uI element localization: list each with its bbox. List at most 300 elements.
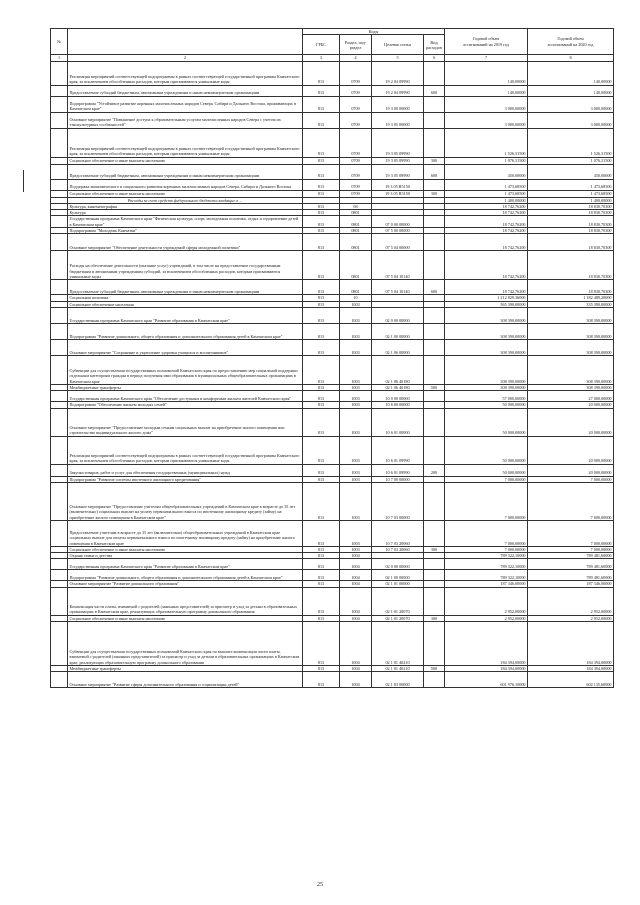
table-row	[51, 112, 614, 128]
cell-name: Социальное обеспечение и иные выплаты населению	[68, 546, 303, 552]
cell-vid	[424, 587, 445, 615]
column-index: 1	[51, 55, 68, 61]
cell-num	[51, 408, 68, 436]
cell-name: Поддержка экономического и социального развития коренных малочисленных народов Севера, Сибири и Дальнего Востока	[68, 179, 303, 190]
table-row	[51, 408, 614, 436]
cell-grbs: 813	[303, 587, 340, 615]
cell-a19: 308 390,00000	[445, 323, 528, 339]
table-row	[51, 464, 614, 476]
cell-num	[51, 436, 68, 464]
cell-razd: 0801	[340, 234, 372, 251]
cell-razd: 1004	[340, 622, 372, 666]
cell-name: Реализация мероприятий соответствующей подпрограммы в рамках соответствующей государственной программы Камчатского края, за исключением обособленных расходов, которым присваиваются уникальные коды	[68, 436, 303, 464]
cell-num	[51, 323, 68, 339]
cell-num	[51, 179, 68, 190]
cell-vid: 500	[424, 384, 445, 390]
cell-razd: 0709	[340, 128, 372, 157]
cell-a19: 789 322,10000	[445, 553, 528, 559]
cell-grbs: 813	[303, 210, 340, 216]
cell-razd: 0709	[340, 96, 372, 112]
cell-a20: 20 000,00000	[528, 402, 614, 408]
cell-vid	[424, 672, 445, 688]
margin-mark	[23, 170, 24, 192]
cell-grbs: 813	[303, 464, 340, 476]
table-row	[51, 307, 614, 323]
cell-name: Компенсация части платы, взимаемой с родителей (законных представителей) за присмотр и уход за детьми в образовательных организациях в Камчатском крае, реализующих образовательную программу дошкольного образования	[68, 587, 303, 615]
cell-razd: 1003	[340, 546, 372, 552]
cell-a20: 308 390,00000	[528, 339, 614, 355]
cell-name: Межбюджетные трансферты	[68, 666, 303, 672]
cell-a20: 18 830,70300	[528, 234, 614, 251]
cell-a20: 184 394,00000	[528, 666, 614, 672]
cell-name: Культура	[68, 210, 303, 216]
cell-name: Государственная программа Камчатского края "Развитие образования в Камчатском крае"	[68, 307, 303, 323]
cell-grbs: 813	[303, 553, 340, 559]
cell-a19: 789 322,10000	[445, 570, 528, 581]
cell-razd: 1003	[340, 464, 372, 476]
cell-name: Основное мероприятие "Предоставление учителям общеобразовательных учреждений в Камчатском крае в возрасте до 35 лет (включительно) социальных выплат на уплату первоначального взноса по ипотечному жилищному кредиту (займу) на приобретение жилого помещения в Камчатском крае"	[68, 482, 303, 520]
cell-name: Подпрограмма "Развитие дошкольного, общего образования и дополнительного образования детей в Камчатском крае"	[68, 570, 303, 581]
cell-name: Предоставление субсидий бюджетным, автономным учреждениям и иным некоммерческим организациям	[68, 85, 303, 96]
cell-grbs: 813	[303, 384, 340, 390]
table-row	[51, 251, 614, 280]
cell-cs: 02 1 06 40180	[372, 384, 424, 390]
cell-name: Подпрограмма "Развитие системы ипотечного жилищного кредитования"	[68, 476, 303, 482]
cell-grbs: 813	[303, 391, 340, 402]
cell-cs: 10 7 03 20060	[372, 546, 424, 552]
header-cs: Целевая статья	[372, 35, 424, 55]
table-row	[51, 85, 614, 96]
column-index: 2	[68, 55, 303, 61]
cell-a20: 7 000,00000	[528, 476, 614, 482]
cell-razd: 0709	[340, 85, 372, 96]
cell-a19: 140,00000	[445, 85, 528, 96]
cell-a19: 1 473,68500	[445, 179, 528, 190]
cell-grbs: 813	[303, 408, 340, 436]
cell-a19: 7 000,00000	[445, 476, 528, 482]
cell-a19: 2 952,00000	[445, 587, 528, 615]
cell-name: Государственная программа Камчатского края "Развитие образования в Камчатском крае"	[68, 559, 303, 570]
cell-vid	[424, 391, 445, 402]
table-row	[51, 355, 614, 384]
column-index: 4	[340, 55, 372, 61]
cell-cs: 02 1 06 40180	[372, 355, 424, 384]
header-grbs: ГРБС	[303, 35, 340, 55]
cell-name: Государственная программа Камчатского края "Обеспечение доступным и комфортным жильем жителей Камчатского края"	[68, 391, 303, 402]
cell-vid: 200	[424, 464, 445, 476]
page-number: 25	[317, 882, 323, 888]
cell-vid	[424, 570, 445, 581]
table-row	[51, 234, 614, 251]
cell-grbs: 813	[303, 295, 340, 301]
cell-a19: 18 742,76200	[445, 203, 528, 209]
cell-cs: 19 2 04 09990	[372, 85, 424, 96]
cell-name: Социальная политика	[68, 295, 303, 301]
cell-a20: 187 346,00000	[528, 581, 614, 587]
cell-cs: 02 1 00 00000	[372, 323, 424, 339]
cell-grbs: 813	[303, 520, 340, 546]
cell-name: Культура, кинематография	[68, 203, 303, 209]
cell-vid: 300	[424, 546, 445, 552]
table-row	[51, 216, 614, 228]
cell-name: Субвенции для осуществления государственных полномочий Камчатского края по выплате компенсации части платы, взимаемой с родителей (законных представителей) за присмотр и уход за детьми в образовательных организациях в Камчатском крае, реализующих образовательную программу дошкольного образования	[68, 622, 303, 666]
column-index: 6	[424, 55, 445, 61]
cell-grbs: 813	[303, 190, 340, 197]
cell-grbs: 813	[303, 476, 340, 482]
table-row	[51, 190, 614, 197]
cell-razd: 08	[340, 203, 372, 209]
cell-cs: 19 3 05 09990	[372, 128, 424, 157]
table-row	[51, 587, 614, 615]
cell-grbs: 813	[303, 402, 340, 408]
cell-vid	[424, 251, 445, 280]
cell-a19: 365 390,00000	[445, 301, 528, 307]
cell-grbs: 813	[303, 203, 340, 209]
cell-name: Предоставление субсидий бюджетным, автономным учреждениям и иным некоммерческим организациям	[68, 164, 303, 179]
cell-vid	[424, 61, 445, 85]
header-codes: Коды	[303, 29, 445, 35]
cell-cs: 19 3 05 00000	[372, 112, 424, 128]
table-row	[51, 96, 614, 112]
cell-a19: 187 346,00000	[445, 581, 528, 587]
cell-grbs: 813	[303, 216, 340, 228]
cell-grbs: 813	[303, 339, 340, 355]
cell-razd: 1004	[340, 553, 372, 559]
cell-vid	[424, 436, 445, 464]
cell-vid	[424, 355, 445, 384]
cell-razd: 0801	[340, 228, 372, 234]
cell-razd: 0709	[340, 164, 372, 179]
table-row	[51, 672, 614, 688]
cell-razd: 1003	[340, 307, 372, 323]
cell-a19: 308 390,00000	[445, 355, 528, 384]
cell-grbs: 813	[303, 164, 340, 179]
cell-cs: 02 1 01 40210	[372, 666, 424, 672]
cell-name: Основное мероприятие "Развитие сферы дополнительного образования и социализации детей"	[68, 672, 303, 688]
cell-a19: 50 000,00000	[445, 464, 528, 476]
cell-a20: 7 000,00000	[528, 482, 614, 520]
cell-a20: 308 390,00000	[528, 355, 614, 384]
cell-num	[51, 96, 68, 112]
cell-a20: 18 830,70300	[528, 203, 614, 209]
cell-a20: 18 830,70300	[528, 210, 614, 216]
cell-vid	[424, 128, 445, 157]
cell-razd: 1003	[340, 391, 372, 402]
cell-grbs: 813	[303, 128, 340, 157]
header-razd: Раздел, под- раздел	[340, 35, 372, 55]
cell-num	[51, 164, 68, 179]
cell-razd: 1004	[340, 672, 372, 688]
cell-name: Основное мероприятие "Предоставление молодым семьям социальных выплат на приобретение жилого помещения или строительство индивидуального жилого дома"	[68, 408, 303, 436]
cell-cs: 19 2 04 09990	[372, 61, 424, 85]
cell-razd: 1003	[340, 436, 372, 464]
cell-razd: 1003	[340, 323, 372, 339]
cell-vid	[424, 339, 445, 355]
cell-razd: 0801	[340, 251, 372, 280]
cell-a20: 1 076,31500	[528, 157, 614, 164]
cell-num	[51, 280, 68, 295]
cell-a19: 3 000,00000	[445, 96, 528, 112]
header-name	[68, 29, 303, 55]
cell-a20: 20 000,00000	[528, 464, 614, 476]
cell-a19: 184 394,00000	[445, 666, 528, 672]
cell-num	[51, 355, 68, 384]
cell-razd: 1004	[340, 666, 372, 672]
table-row	[51, 436, 614, 464]
cell-vid: 300	[424, 157, 445, 164]
cell-cs: 02 1 01 20070	[372, 615, 424, 621]
cell-num	[51, 464, 68, 476]
cell-a19: 1 400,00000	[445, 197, 528, 203]
cell-cs: 07 5 04 00000	[372, 234, 424, 251]
cell-a19: 18 742,76200	[445, 228, 528, 234]
cell-a20: 1 400,00000	[528, 197, 614, 203]
cell-razd: 1004	[340, 581, 372, 587]
cell-num	[51, 61, 68, 85]
cell-cs: 02 1 06 00000	[372, 339, 424, 355]
cell-a19: 18 742,76200	[445, 251, 528, 280]
cell-num	[51, 85, 68, 96]
cell-a20: 20 000,00000	[528, 408, 614, 436]
cell-a20: 308 390,00000	[528, 307, 614, 323]
header-num: №	[51, 29, 68, 55]
cell-cs: 19 3 00 00000	[372, 96, 424, 112]
cell-num	[51, 622, 68, 666]
cell-grbs: 813	[303, 581, 340, 587]
cell-grbs: 813	[303, 615, 340, 621]
cell-a19: 50 000,00000	[445, 408, 528, 436]
table-row	[51, 482, 614, 520]
cell-a19: 308 390,00000	[445, 339, 528, 355]
table-row	[51, 559, 614, 570]
cell-grbs: 813	[303, 96, 340, 112]
cell-num	[51, 234, 68, 251]
cell-vid	[424, 482, 445, 520]
cell-a19: 7 000,00000	[445, 520, 528, 546]
cell-a20: 3 000,00000	[528, 96, 614, 112]
cell-vid: 600	[424, 164, 445, 179]
cell-num	[51, 157, 68, 164]
cell-cs: 10 7 00 00000	[372, 476, 424, 482]
cell-cs: 02 1 00 00000	[372, 570, 424, 581]
cell-a20: 1 473,68500	[528, 179, 614, 190]
cell-razd: 1003	[340, 339, 372, 355]
cell-vid	[424, 408, 445, 436]
cell-a20: 602 135,60000	[528, 672, 614, 688]
cell-name: Межбюджетные трансферты	[68, 384, 303, 390]
cell-a19: 18 742,76200	[445, 234, 528, 251]
cell-cs: 10 6 00 00000	[372, 402, 424, 408]
cell-vid: 300	[424, 615, 445, 621]
table-body	[51, 61, 614, 688]
cell-a20: 184 394,00000	[528, 622, 614, 666]
cell-a20: 308 390,00000	[528, 384, 614, 390]
cell-num	[51, 190, 68, 197]
column-index: 8	[528, 55, 614, 61]
column-index: 7	[445, 55, 528, 61]
cell-a19: 1 076,31500	[445, 157, 528, 164]
cell-grbs: 813	[303, 85, 340, 96]
cell-grbs: 813	[303, 570, 340, 581]
table-row	[51, 391, 614, 402]
cell-razd: 0709	[340, 61, 372, 85]
cell-a19: 140,00000	[445, 61, 528, 85]
cell-vid	[424, 179, 445, 190]
cell-name: Основное мероприятие "Обеспечение деятельности учреждений сферы молодежной политики"	[68, 234, 303, 251]
cell-grbs: 813	[303, 482, 340, 520]
cell-a19: 308 390,00000	[445, 384, 528, 390]
cell-a20: 450,00000	[528, 164, 614, 179]
cell-vid	[424, 234, 445, 251]
header-vid: Вид расходов	[424, 35, 445, 55]
cell-a20: 1 526,31500	[528, 128, 614, 157]
cell-cs: 19 3 05 R5150	[372, 179, 424, 190]
cell-cs: 07 5 04 10140	[372, 251, 424, 280]
cell-num	[51, 128, 68, 157]
cell-name: Социальное обеспечение и иные выплаты населению	[68, 157, 303, 164]
cell-cs: 10 6 01 00000	[372, 408, 424, 436]
cell-razd: 0709	[340, 157, 372, 164]
table-row	[51, 280, 614, 295]
cell-razd: 1003	[340, 355, 372, 384]
cell-name: Расходы на обеспечение деятельности (оказание услуг) учреждений, в том числе на предоставление государственным бюджетным и автономным учреждениям субсидий, за исключением обособленных расходов, которым присваиваются уникальные коды	[68, 251, 303, 280]
cell-a20: 789 481,60000	[528, 559, 614, 570]
cell-a19: 1 526,31500	[445, 128, 528, 157]
cell-a19: 1 473,68500	[445, 190, 528, 197]
cell-grbs: 813	[303, 228, 340, 234]
cell-name: Подпрограмма "Молодежь Камчатки"	[68, 228, 303, 234]
cell-cs: 02 1 01 40210	[372, 622, 424, 666]
cell-a20: 18 830,70300	[528, 216, 614, 228]
cell-vid	[424, 216, 445, 228]
cell-a20: 18 830,70300	[528, 251, 614, 280]
cell-vid	[424, 520, 445, 546]
cell-name: Социальное обеспечение и иные выплаты населению	[68, 190, 303, 197]
cell-vid: 600	[424, 280, 445, 295]
cell-grbs: 813	[303, 157, 340, 164]
cell-grbs: 813	[303, 546, 340, 552]
cell-a20: 1 182 489,20000	[528, 295, 614, 301]
cell-vid: 600	[424, 85, 445, 96]
cell-a19: 3 000,00000	[445, 112, 528, 128]
cell-grbs: 813	[303, 301, 340, 307]
cell-a20: 20 000,00000	[528, 436, 614, 464]
cell-cs: 02 0 00 00000	[372, 307, 424, 323]
column-index: 5	[372, 55, 424, 61]
cell-cs: 10 6 01 09990	[372, 464, 424, 476]
cell-a20: 308 390,00000	[528, 323, 614, 339]
cell-name: Субвенции для осуществления государственных полномочий Камчатского края по предоставлению мер социальной поддержки отдельным категориям граждан в период получения ими образования в муниципальных общеобразовательных организациях в Камчатском крае	[68, 355, 303, 384]
cell-cs: 10 7 03 00000	[372, 482, 424, 520]
cell-grbs: 813	[303, 672, 340, 688]
cell-a19: 789 322,10000	[445, 559, 528, 570]
cell-razd: 1003	[340, 384, 372, 390]
cell-num	[51, 391, 68, 402]
cell-grbs: 813	[303, 112, 340, 128]
cell-razd: 1004	[340, 615, 372, 621]
cell-cs: 02 1 01 20070	[372, 587, 424, 615]
cell-a20: 18 830,70300	[528, 228, 614, 234]
cell-cs: 19 3 05 09990	[372, 164, 424, 179]
cell-num	[51, 570, 68, 581]
table-row	[51, 323, 614, 339]
cell-num	[51, 307, 68, 323]
cell-grbs: 813	[303, 234, 340, 251]
cell-name: Государственная программа Камчатского края "Физическая культура, спорт, молодежная политика, отдых и оздоровление детей в Камчатском крае"	[68, 216, 303, 228]
cell-name: Основное мероприятие "Сохранение и укрепление здоровья учащихся и воспитанников"	[68, 339, 303, 355]
cell-razd: 10	[340, 295, 372, 301]
cell-razd: 0709	[340, 179, 372, 190]
cell-vid	[424, 307, 445, 323]
cell-razd: 1003	[340, 301, 372, 307]
cell-vid	[424, 96, 445, 112]
cell-grbs: 813	[303, 251, 340, 280]
cell-cs: 19 3 05 09990	[372, 157, 424, 164]
header-a19: Годовой объем ассигнований на 2019 год	[445, 29, 528, 55]
cell-a20: 27 000,00000	[528, 391, 614, 402]
cell-name: Социальное обеспечение и иные выплаты населению	[68, 615, 303, 621]
cell-num	[51, 482, 68, 520]
cell-a19: 601 976,10000	[445, 672, 528, 688]
header-a20: Годовой объем ассигнований на 2020 год	[528, 29, 614, 55]
cell-name: Социальное обеспечение населения	[68, 301, 303, 307]
cell-name: Подпрограмма "Обеспечение жильем молодых семей"	[68, 402, 303, 408]
table-row	[51, 520, 614, 546]
cell-name: Подпрограмма "Развитие дошкольного, общего образования и дополнительного образования детей в Камчатском крае"	[68, 323, 303, 339]
cell-num	[51, 559, 68, 570]
cell-grbs: 813	[303, 179, 340, 190]
cell-razd: 1003	[340, 402, 372, 408]
cell-razd: 0709	[340, 190, 372, 197]
cell-a19: 2 952,00000	[445, 615, 528, 621]
cell-grbs: 813	[303, 436, 340, 464]
cell-cs: 02 1 03 00000	[372, 672, 424, 688]
table-row	[51, 164, 614, 179]
cell-grbs: 813	[303, 355, 340, 384]
cell-a20: 140,00000	[528, 85, 614, 96]
table-row	[51, 339, 614, 355]
cell-name: Основное мероприятие "Развитие дошкольного образования"	[68, 581, 303, 587]
cell-a19: 7 000,00000	[445, 482, 528, 520]
cell-grbs: 813	[303, 280, 340, 295]
cell-cs: 10 7 03 20060	[372, 520, 424, 546]
cell-vid	[424, 112, 445, 128]
cell-cs: 07 5 00 00000	[372, 228, 424, 234]
cell-cs: 07 0 00 00000	[372, 216, 424, 228]
cell-razd: 1003	[340, 482, 372, 520]
cell-cs: 02 1 01 00000	[372, 581, 424, 587]
cell-a20: 789 481,60000	[528, 553, 614, 559]
cell-a19: 18 742,76200	[445, 210, 528, 216]
cell-razd: 1003	[340, 476, 372, 482]
cell-grbs: 813	[303, 559, 340, 570]
cell-grbs: 813	[303, 666, 340, 672]
table-row	[51, 622, 614, 666]
cell-num	[51, 672, 68, 688]
table-row	[51, 157, 614, 164]
cell-a20: 7 000,00000	[528, 546, 614, 552]
cell-a20: 18 830,70300	[528, 280, 614, 295]
cell-name: Охрана семьи и детства	[68, 553, 303, 559]
cell-razd: 0801	[340, 216, 372, 228]
cell-num	[51, 587, 68, 615]
cell-cs: 02 0 00 00000	[372, 559, 424, 570]
cell-num	[51, 112, 68, 128]
cell-grbs: 813	[303, 307, 340, 323]
cell-a20: 1 473,68500	[528, 190, 614, 197]
cell-vid	[424, 622, 445, 666]
cell-razd: 0801	[340, 210, 372, 216]
